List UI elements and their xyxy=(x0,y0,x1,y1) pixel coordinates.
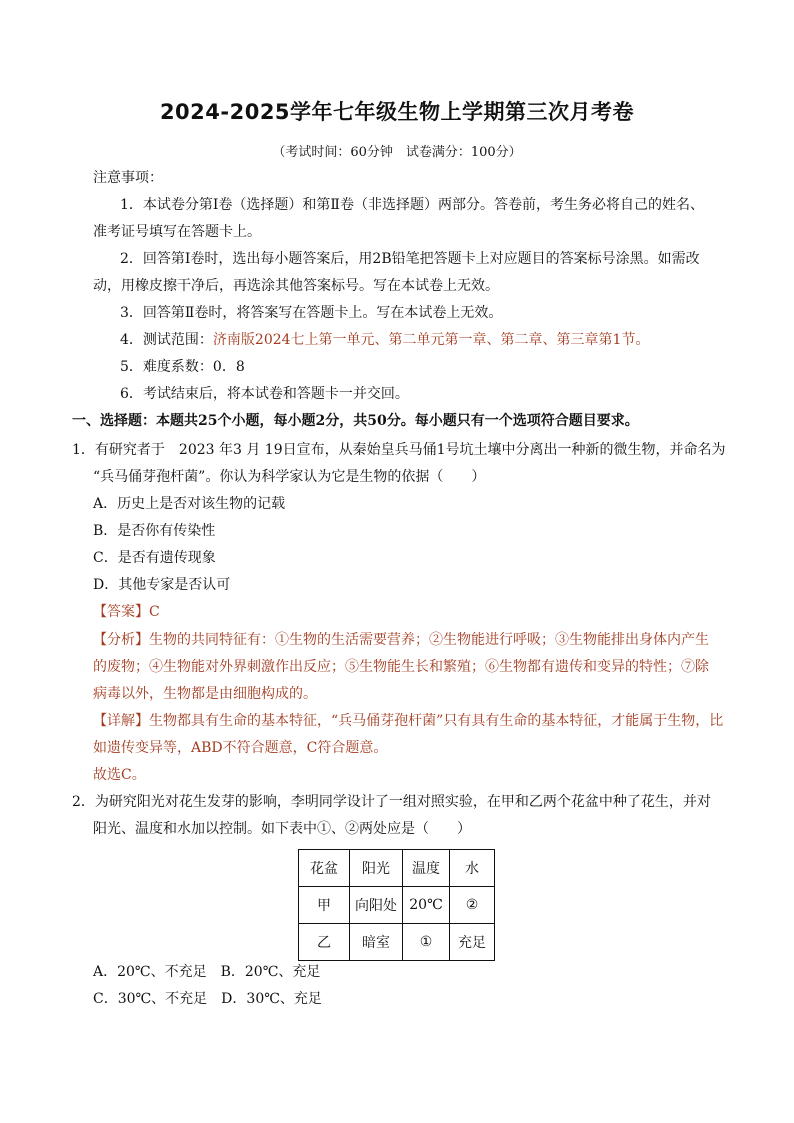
table-cell: 充足 xyxy=(450,924,495,961)
table-row xyxy=(299,924,495,961)
note-line: 准考证号填写在答题卡上。 xyxy=(93,224,261,240)
question-stem: 阳光、温度和水加以控制。如下表中①、②两处应是（ ） xyxy=(93,821,471,837)
table-header-cell: 阳光 xyxy=(350,850,403,887)
question-stem: 1．有研究者于 2023 年3 月 19日宣布，从秦始皇兵马俑1号坑土壤中分离出一种新的微生物，并命名为 xyxy=(72,442,726,458)
question-stem: 2．为研究阳光对花生发芽的影响，李明同学设计了一组对照实验，在甲和乙两个花盆中种了花生，并对 xyxy=(72,794,711,810)
table-cell: 向阳处 xyxy=(350,887,403,924)
table-row xyxy=(299,887,495,924)
note-line: 3．回答第Ⅱ卷时，将答案写在答题卡上。写在本试卷上无效。 xyxy=(120,305,503,321)
note-difficulty: 5．难度系数：0．8 xyxy=(120,359,245,375)
option-a: A．历史上是否对该生物的记载 xyxy=(93,496,286,512)
analysis: 的废物；④生物能对外界刺激作出反应；⑤生物能生长和繁殖；⑥生物都有遗传和变异的特性；⑦除 xyxy=(93,659,709,675)
detail: 如遗传变异等，ABD不符合题意，C符合题意。 xyxy=(93,740,388,756)
note-line: 动，用橡皮擦干净后，再选涂其他答案标号。写在本试卷上无效。 xyxy=(93,278,499,294)
exam-info: （考试时间：60分钟 试卷满分：100分） xyxy=(272,145,522,160)
notes-heading: 注意事项： xyxy=(93,170,163,186)
analysis: 病毒以外，生物都是由细胞构成的。 xyxy=(93,686,317,702)
analysis: 【分析】生物的共同特征有：①生物的生活需要营养；②生物能进行呼吸；③生物能排出身体内产生 xyxy=(93,632,709,648)
note-scope xyxy=(120,330,649,350)
conclusion: 故选C。 xyxy=(93,767,146,783)
page-title: 2024-2025学年七年级生物上学期第三次月考卷 xyxy=(159,100,635,124)
table-cell: 20℃ xyxy=(403,887,450,924)
section-heading: 一、选择题：本题共25个小题，每小题2分，共50分。每小题只有一个选项符合题目要求。 xyxy=(72,413,639,429)
table-header-cell: 花盆 xyxy=(299,850,350,887)
table-header-cell: 温度 xyxy=(403,850,450,887)
answer: 【答案】C xyxy=(93,604,160,620)
note-line: 2．回答第Ⅰ卷时，选出每小题答案后，用2B铅笔把答题卡上对应题目的答案标号涂黑。如需改 xyxy=(120,251,700,267)
note-end: 6．考试结束后，将本试卷和答题卡一并交回。 xyxy=(120,386,409,402)
table-header-cell: 水 xyxy=(450,850,495,887)
table-cell: 甲 xyxy=(299,887,350,924)
option-b: B．是否你有传染性 xyxy=(93,523,216,539)
table-cell: ② xyxy=(450,887,495,924)
note-line: 1．本试卷分第Ⅰ卷（选择题）和第Ⅱ卷（非选择题）两部分。答卷前，考生务必将自己的姓名、 xyxy=(120,197,704,213)
option-c: C．是否有遗传现象 xyxy=(93,550,216,566)
table-header-row xyxy=(299,850,495,887)
experiment-table xyxy=(298,849,495,961)
option-d: D．其他专家是否认可 xyxy=(93,577,231,593)
note-scope-text: 济南版2024七上第一单元、第二单元第一章、第二章、第三章第1节。 xyxy=(212,332,650,348)
table-cell: ① xyxy=(403,924,450,961)
table-cell: 乙 xyxy=(299,924,350,961)
note-scope-label: 4．测试范围： xyxy=(120,332,213,348)
options-row: A．20℃、不充足 B．20℃、充足 xyxy=(93,964,321,980)
detail: 【详解】生物都具有生命的基本特征，“兵马俑芽孢杆菌”只有具有生命的基本特征，才能属于生物，比 xyxy=(93,713,724,729)
options-row: C．30℃、不充足 D．30℃、充足 xyxy=(93,991,322,1007)
table-cell: 暗室 xyxy=(350,924,403,961)
question-stem: “兵马俑芽孢杆菌”。你认为科学家认为它是生物的依据（ ） xyxy=(93,469,486,485)
